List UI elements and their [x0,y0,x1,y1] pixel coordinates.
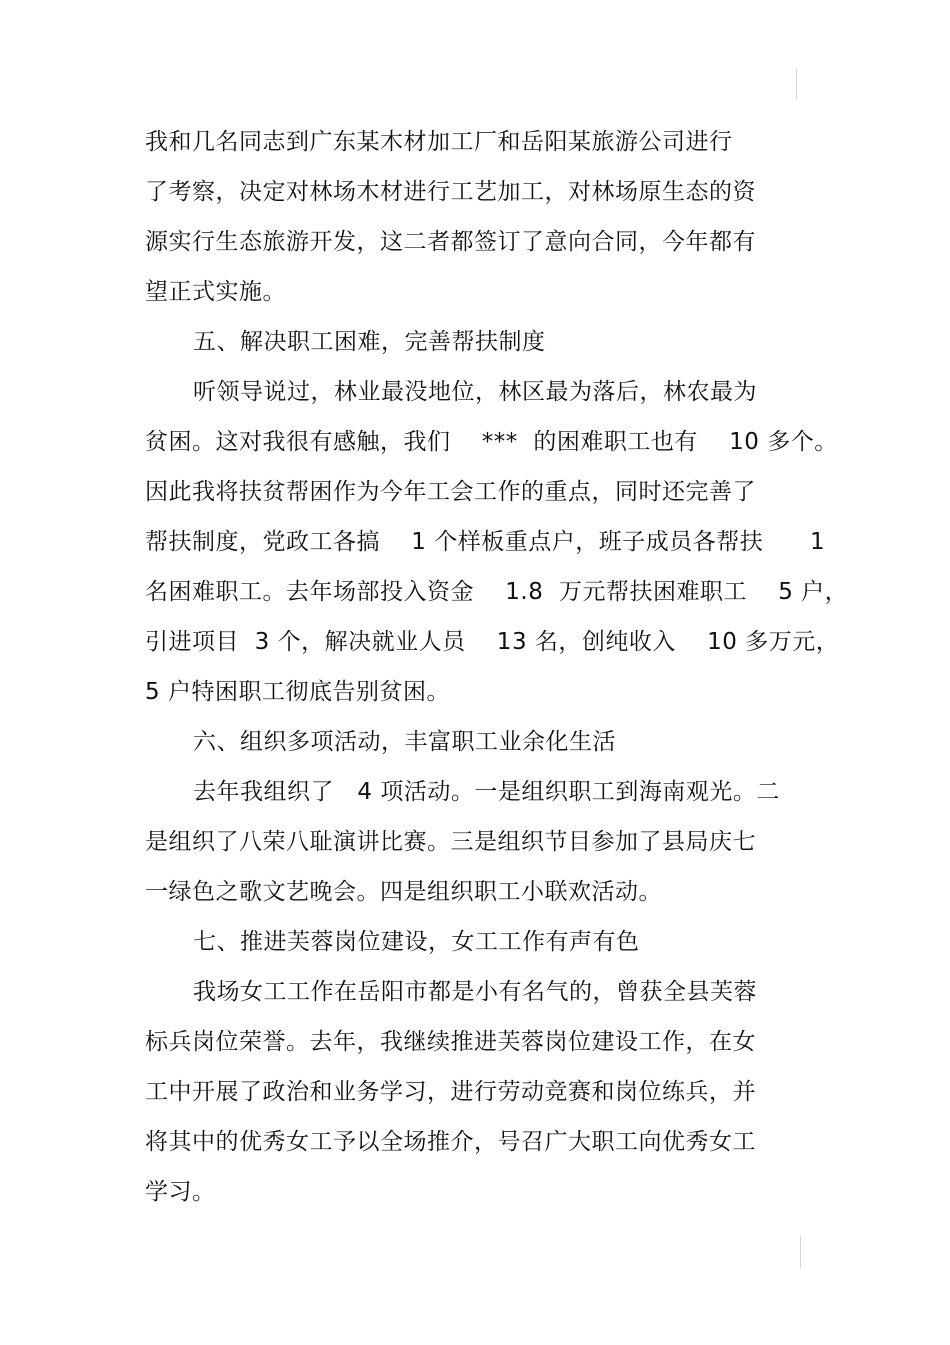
body-line: 我和几名同志到广东某木材加工厂和岳阳某旅游公司进行 [145,129,733,155]
section-heading: 五、解决职工困难，完善帮扶制度 [193,329,546,355]
body-line: 是组织了八荣八耻演讲比赛。三是组织节目参加了县局庆七 [145,829,756,855]
body-line: 源实行生态旅游开发，这二者都签订了意向合同，今年都有 [145,229,756,255]
body-line: 我场女工工作在岳阳市都是小有名气的，曾获全县芙蓉 [193,979,757,1005]
body-line: 因此我将扶贫帮困作为今年工会工作的重点，同时还完善了 [145,479,756,505]
body-line: 学习。 [145,1179,216,1205]
body-line: 名困难职工。去年场部投入资金 1.8 万元帮扶困难职工 5 户， [145,579,849,605]
body-line: 工中开展了政治和业务学习，进行劳动竞赛和岗位练兵，并 [145,1079,756,1105]
body-line: 5 户特困职工彻底告别贫困。 [145,679,450,705]
body-line: 望正式实施。 [145,279,286,305]
body-line: 去年我组织了 4 项活动。一是组织职工到海南观光。二 [193,779,780,805]
body-line: 了考察，决定对林场木材进行工艺加工，对林场原生态的资 [145,179,756,205]
body-line: 引进项目 3 个，解决就业人员 13 名，创纯收入 10 多万元， [145,629,840,655]
body-line: 一绿色之歌文艺晚会。四是组织职工小联欢活动。 [145,879,662,905]
body-line: 将其中的优秀女工予以全场推介，号召广大职工向优秀女工 [145,1129,756,1155]
body-line: 贫困。这对我很有感触，我们 *** 的困难职工也有 10 多个。 [145,429,838,455]
body-line: 标兵岗位荣誉。去年，我继续推进芙蓉岗位建设工作，在女 [145,1029,756,1055]
body-line: 听领导说过，林业最没地位，林区最为落后，林农最为 [193,379,757,405]
page-edge-mark-bottom [800,1236,801,1268]
page-edge-mark-top [796,68,797,100]
body-line: 帮扶制度，党政工各搞 1 个样板重点户，班子成员各帮扶 1 [145,529,826,555]
section-heading: 六、组织多项活动，丰富职工业余化生活 [193,729,616,755]
section-heading: 七、推进芙蓉岗位建设，女工工作有声有色 [193,929,640,955]
